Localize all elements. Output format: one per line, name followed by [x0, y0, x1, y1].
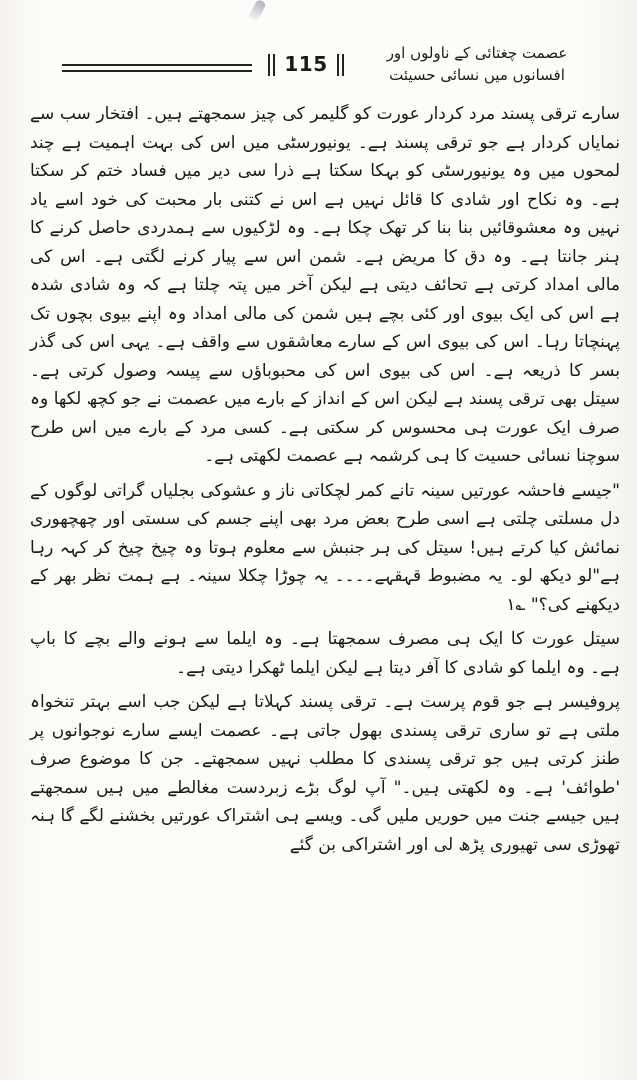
header-rule-top	[62, 64, 252, 66]
ink-smudge	[247, 0, 266, 23]
paragraph-4: پروفیسر ہے جو قوم پرست ہے۔ ترقی پسند کہلاتا ہے لیکن جب اسے بہتر تنخواہ ملتی ہے تو ساری ترقی پسندی بھول جاتی ہے۔ عصمت ایسے سارے نوجوانوں پر طنز کرتی ہیں جو ترقی پسندی کا مطلب نہیں سمجھتے۔ جن کا موضوع صرف 'طوائف' ہے۔ وہ لکھتی ہیں۔" آپ لوگ بڑے زبردست مغالطے میں ہیں سمجھتے ہیں جیسے جنت میں حوریں ملیں گی۔ ویسے ہی اشتراک عورتیں بخشنے لگے گا ہنہ تھوڑی سی تھیوری پڑھ لی اور اشتراکی بن گئے	[30, 692, 620, 855]
running-title-line-1: عصمت چغتائی کے ناولوں اور	[386, 44, 568, 62]
quotation-paragraph: "جیسے فاحشہ عورتیں سینہ تانے کمر لچکاتی ناز و عشوکی بجلیاں گراتی لوگوں کے دل مسلتی چلتی ہے اسی طرح بعض مرد بھی اپنے جسم کی سستی اور چھچھوری نمائش کیا کرتے ہیں! سیتل کی ہر جنبش سے معلوم ہوتا وہ چیخ چیخ کر کہہ رہا ہے"لو دیکھ لو۔ یہ مضبوط قہقہے۔۔۔۔ یہ چوڑا چکلا سینہ۔ ہے ہمت نظر بھر کے دیکھنے کی؟" ؎۱	[30, 480, 620, 615]
body-text	[30, 100, 620, 865]
running-title	[352, 42, 602, 86]
paragraph-1: سارے ترقی پسند مرد کردار عورت کو گلیمر کی چیز سمجھتے ہیں۔ افتخار سب سے نمایاں کردار ہے جو ترقی پسند ہے۔ یونیورسٹی میں اس کی بہت اہمیت ہے چند لمحوں میں وہ یونیورسٹی کو بہکا سکتا ہے ذرا سی دیر میں فساد ختم کر سکتا ہے۔ وہ نکاح اور شادی کا قائل نہیں ہے اس نے کتنی بار محبت کی خود اسے یاد نہیں وہ معشوقائیں بنا بنا کر تھک چکا ہے۔ وہ لڑکیوں سے ہمدردی حاصل کرنے کا ہنر جانتا ہے۔ وہ دق کا مریض ہے۔ شمن اس سے پیار کرنے لگتی ہے۔ اس کی مالی امداد کرتی ہے تحائف دیتی ہے لیکن آخر میں پتہ چلتا ہے کہ وہ شادی شدہ ہے اس کی ایک بیوی اور کئی بچے ہیں شمن کی مالی امداد وہ اپنے بیوی بچوں تک پہنچاتا رہا۔ اس کی بیوی اس کے سارے معاشقوں سے واقف ہے۔ یہی اس کی گذر بسر کا ذریعہ ہے۔ اس کی بیوی اس کی محبوباؤں سے پیسہ وصول کرتی ہے۔ سیتل بھی ترقی پسند ہے لیکن اس کے انداز کے بارے میں عصمت نے جو کچھ لکھا وہ صرف ایک عورت ہی محسوس کر سکتی ہے۔ کسی مرد کے بارے میں اس طرح سوچنا نسائی حسیت کا ہی کرشمہ ہے عصمت لکھتی ہے۔	[30, 104, 620, 466]
page-header	[62, 42, 602, 90]
page-number: 115	[270, 52, 342, 76]
paragraph-3: سیتل عورت کا ایک ہی مصرف سمجھتا ہے۔ وہ ایلما سے ہونے والے بچے کا باپ ہے۔ وہ ایلما کو شادی کا آفر دیتا ہے لیکن ایلما ٹھکرا دیتی ہے۔	[30, 629, 620, 678]
header-rule-bottom	[62, 70, 252, 72]
running-title-line-2: افسانوں میں نسائی حسیئت	[389, 66, 565, 84]
